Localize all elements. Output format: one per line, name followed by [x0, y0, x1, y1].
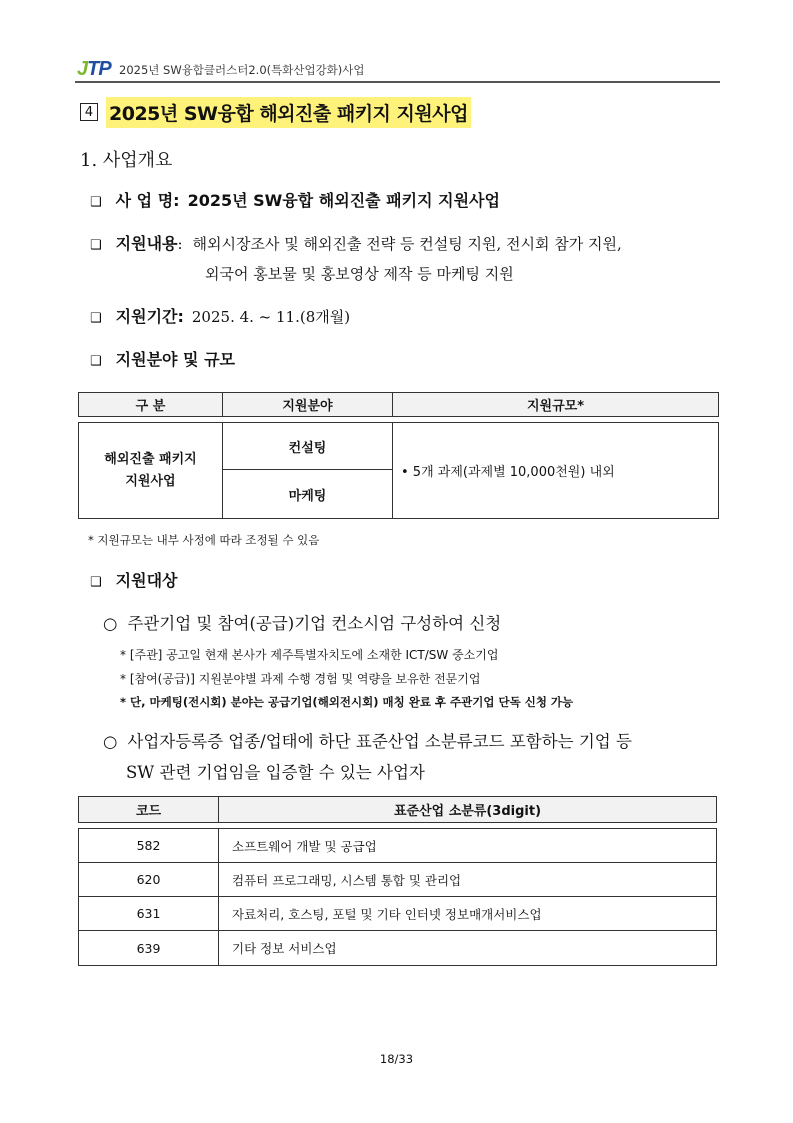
- table-row: [79, 931, 716, 965]
- scope-header-field: 지원분야: [223, 393, 393, 416]
- content-colon: :: [177, 235, 183, 253]
- square-bullet-icon: ❑: [90, 311, 102, 326]
- scope-category-line1: 해외진출 패키지: [104, 451, 197, 467]
- page-header: [75, 58, 720, 82]
- overview-scope-row: [90, 347, 235, 370]
- code-cell: 631: [79, 897, 219, 930]
- code-cell: 582: [79, 829, 219, 862]
- target-note2: * [참여(공급)] 지원분야별 과제 수행 경험 및 역량을 보유한 전문기업: [120, 672, 481, 686]
- scope-header-category: 구 분: [79, 393, 223, 416]
- overview-name-row: [90, 188, 500, 211]
- square-bullet-icon: ❑: [90, 195, 102, 210]
- overview-content-row: [90, 231, 622, 254]
- scope-category-cell: [79, 423, 223, 518]
- scope-category-line2: 지원사업: [125, 473, 176, 489]
- content-label: 지원내용: [115, 234, 178, 253]
- table-row: [79, 897, 716, 931]
- scope-scale-cell: • 5개 과제(과제별 10,000천원) 내외: [401, 465, 615, 480]
- scope-label: 지원분야 및 규모: [115, 350, 235, 369]
- name-cell: 소프트웨어 개발 및 공급업: [232, 838, 377, 854]
- section-number: 4: [80, 103, 98, 121]
- code-header-name: 표준산업 소분류(3digit): [393, 804, 542, 819]
- scope-header-scale: 지원규모*: [526, 399, 585, 414]
- content-line1: 해외시장조사 및 해외진출 전략 등 컨설팅 지원, 전시회 참가 지원,: [192, 235, 622, 253]
- code-cell: 639: [79, 931, 219, 965]
- table-row: [79, 829, 716, 863]
- content-line2: 외국어 홍보물 및 홍보영상 제작 등 마케팅 지원: [205, 265, 514, 283]
- name-value: 2025년 SW융합 해외진출 패키지 지원사업: [187, 191, 500, 210]
- code-header-code: 코드: [79, 797, 219, 822]
- header-divider: [75, 81, 720, 83]
- header-text: 2025년 SW융합클러스터2.0(특화산업강화)사업: [119, 63, 365, 77]
- scope-table-header: [78, 392, 719, 417]
- target-label: 지원대상: [115, 571, 178, 590]
- section-title-text: 2025년 SW융합 해외진출 패키지 지원사업: [106, 97, 471, 128]
- circle-bullet-icon: ○: [103, 732, 118, 751]
- code-table-header: [78, 796, 717, 823]
- scope-field-marketing: 마케팅: [223, 470, 393, 518]
- name-cell: 컴퓨터 프로그래밍, 시스템 통합 및 관리업: [232, 872, 462, 888]
- target-row: [90, 568, 177, 591]
- target-item1-text: 주관기업 및 참여(공급)기업 컨소시엄 구성하여 신청: [127, 614, 502, 633]
- square-bullet-icon: ❑: [90, 238, 102, 253]
- scope-field-consulting: 컨설팅: [223, 423, 393, 470]
- target-item2-line2: SW 관련 기업임을 입증할 수 있는 사업자: [126, 763, 425, 782]
- target-item1: [103, 610, 501, 634]
- target-note3: * 단, 마케팅(전시회) 분야는 공급기업(해외전시회) 매칭 완료 후 주관기업 단독 신청 가능: [120, 695, 574, 709]
- period-label: 지원기간:: [115, 307, 184, 326]
- square-bullet-icon: ❑: [90, 354, 102, 369]
- page-number: 18/33: [379, 1052, 414, 1066]
- target-note1: * [주관] 공고일 현재 본사가 제주특별자치도에 소재한 ICT/SW 중소기업: [120, 648, 499, 662]
- code-table-body: [78, 828, 717, 966]
- jtp-logo: JTP: [77, 58, 111, 80]
- name-cell: 기타 정보 서비스업: [232, 941, 337, 956]
- name-label: 사 업 명:: [115, 191, 180, 210]
- square-bullet-icon: ❑: [90, 575, 102, 590]
- target-item2-line1: 사업자등록증 업종/업태에 하단 표준산업 소분류코드 포함하는 기업 등: [127, 732, 632, 751]
- scope-note: * 지원규모는 내부 사정에 따라 조정될 수 있음: [88, 533, 320, 547]
- name-cell: 자료처리, 호스팅, 포털 및 기타 인터넷 정보매개서비스업: [232, 906, 542, 922]
- period-value: 2025. 4. ~ 11.(8개월): [191, 308, 351, 326]
- section-title: [80, 97, 471, 127]
- circle-bullet-icon: ○: [103, 614, 118, 633]
- scope-table-body: [78, 422, 719, 519]
- overview-period-row: [90, 304, 350, 327]
- table-row: [79, 863, 716, 897]
- heading-overview: 1. 사업개요: [80, 150, 173, 171]
- code-cell: 620: [79, 863, 219, 896]
- target-item2: [103, 728, 632, 752]
